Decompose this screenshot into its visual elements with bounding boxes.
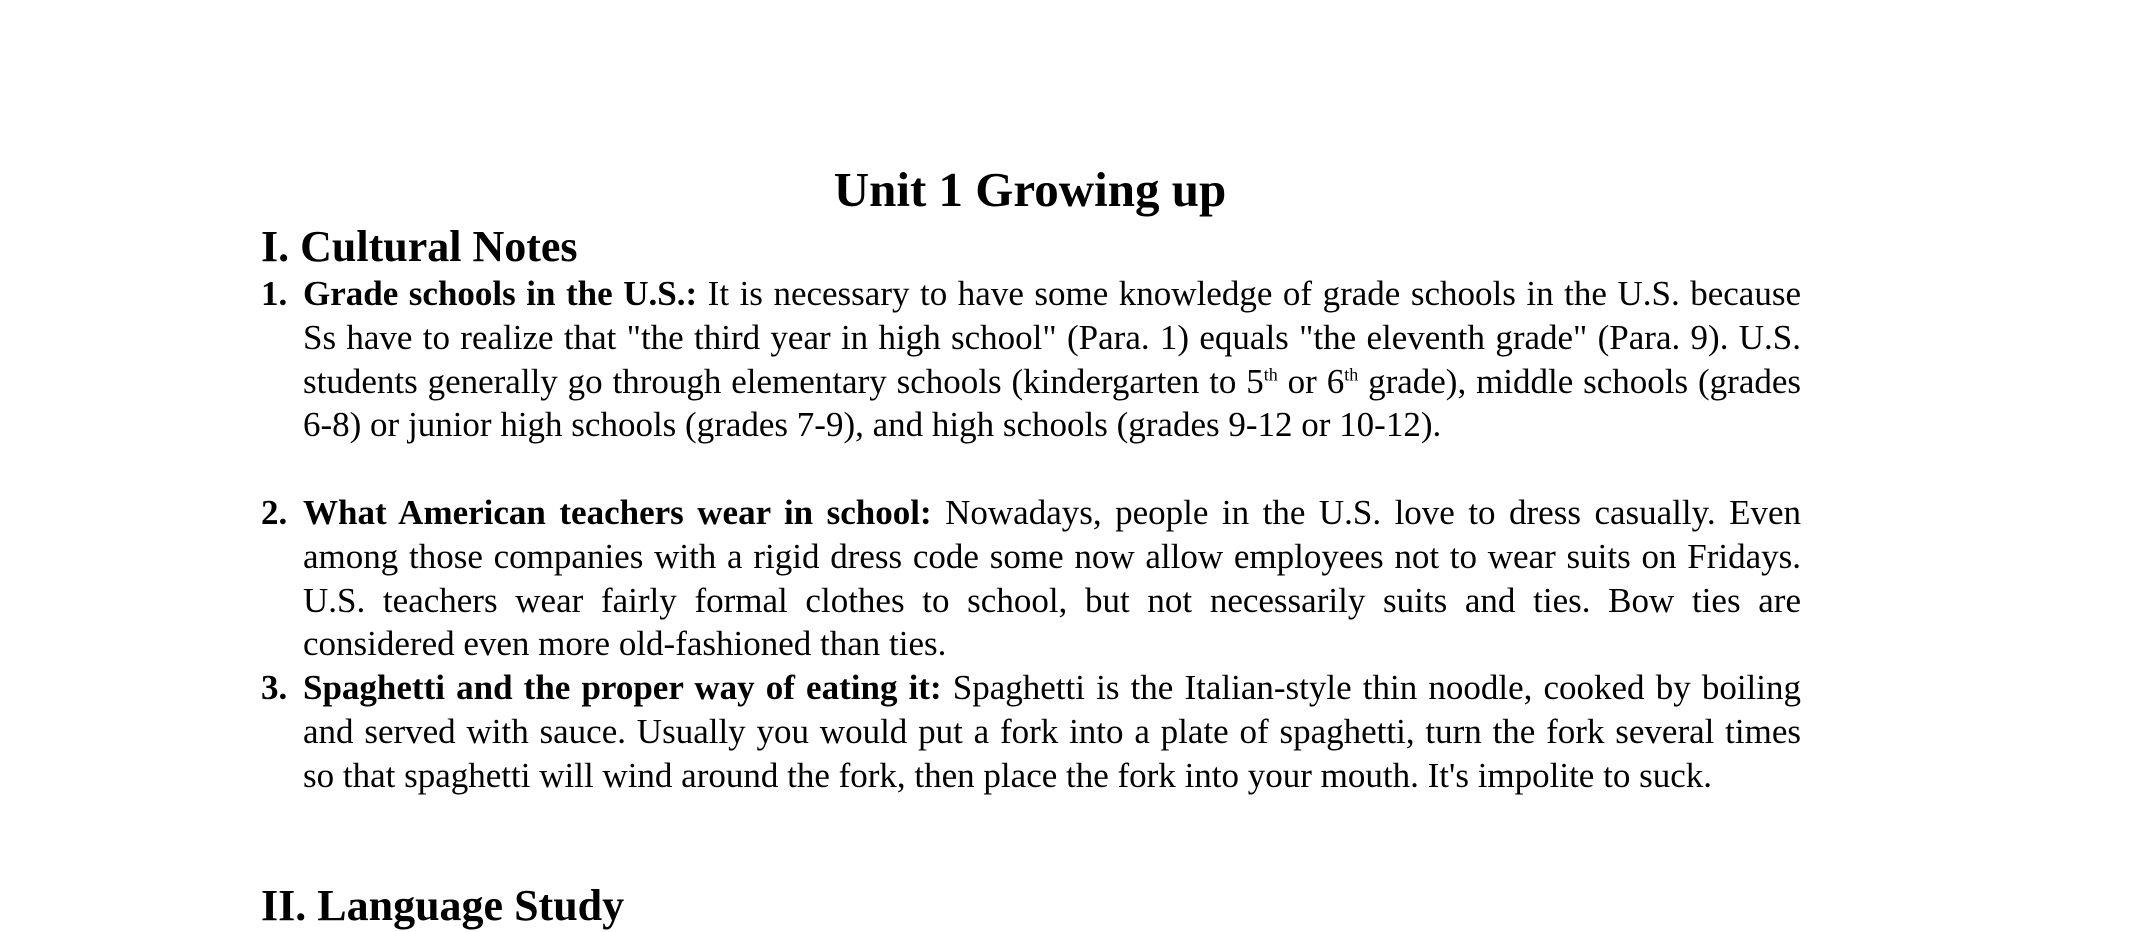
note-term: Grade schools in the U.S.: — [303, 274, 698, 313]
document-title: Unit 1 Growing up — [833, 162, 1227, 217]
note-text: Nowadays, people in the U.S. love to dress casually. Even among those companies with a rigid dress code some now allow employees not to wear suits on Fridays. U.S. teachers wear fairly formal clothes to school, but not necessarily suits and ties. Bow ties are considered even more old-fashioned than ties. — [303, 493, 1801, 664]
note-term: What American teachers wear in school: — [303, 493, 932, 532]
note-number: 3. — [261, 668, 288, 707]
note-term: Spaghetti and the proper way of eating it: — [303, 668, 942, 707]
note-number: 1. — [261, 274, 288, 313]
note-text: grade), middle schools (grades 6-8) or junior high schools (grades 7-9), and high schools (grades 9-12 or 10-12). — [303, 361, 1802, 445]
note-number: 2. — [261, 493, 288, 532]
note-text: Spaghetti is the Italian-style thin noodle, cooked by boiling and served with sauce. Usually you would put a fork into a plate of spaghetti, turn the fork several times so that spaghetti will wind around the fork, then place the fork into your mouth. It's impolite to suck. — [303, 668, 1802, 795]
note-body — [303, 491, 1801, 666]
note-text: or 6 — [1277, 361, 1345, 401]
superscript-ordinal: th — [1263, 363, 1278, 384]
cultural-note-3 — [261, 666, 1801, 797]
note-body — [303, 272, 1801, 447]
note-text: It is necessary to have some knowledge of grade schools in the U.S. because Ss have to realize that "the third year in high school" (Para. 1) equals "the eleventh grade" (Para. 9). U.S. students generally go through elementary schools (kindergarten to 5 — [303, 274, 1802, 401]
section-heading-language-study: II. Language Study — [261, 881, 625, 930]
note-body — [303, 666, 1801, 797]
cultural-note-1 — [261, 272, 1801, 447]
section-heading-cultural-notes: I. Cultural Notes — [261, 222, 578, 271]
cultural-note-2 — [261, 491, 1801, 666]
superscript-ordinal: th — [1344, 363, 1359, 384]
